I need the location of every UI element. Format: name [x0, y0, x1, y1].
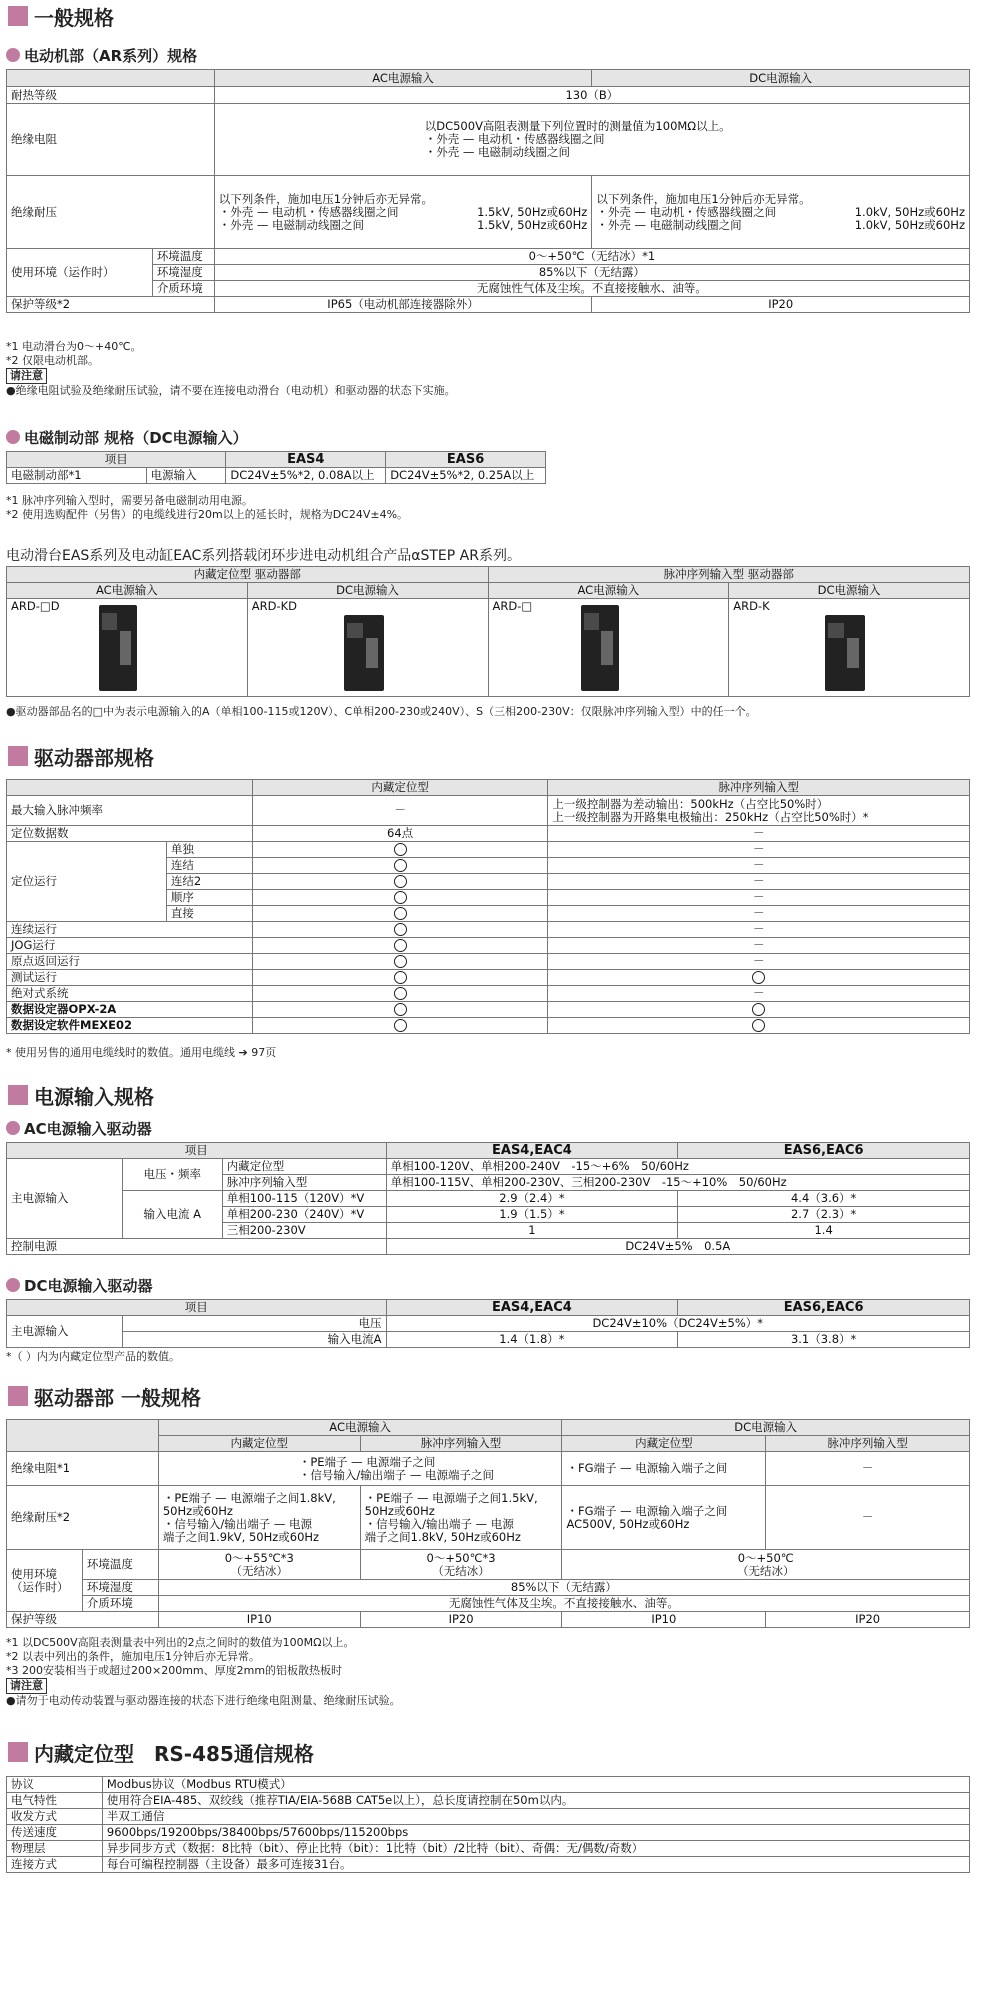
subsection-title-dc-driver: DC电源输入驱动器: [6, 1276, 152, 1294]
bullet-icon: [6, 1278, 20, 1292]
section-marker-icon: [8, 1742, 28, 1762]
subsection-title-brake: 电磁制动部 规格（DC电源输入）: [6, 428, 248, 446]
rs485-spec-table: 协议 Modbus协议（Modbus RTU模式） 电气特性 使用符合EIA-485、双绞线（推荐TIA/EIA-568B CAT5e以上），总长度请控制在50m以内。 收发方式 半双工通信 传送速度 9600bps/19200bps/38400bps/57600bps/115200bps 物理层 异步同步方式（数据：8比特（bit）、停止比特（bit）：1比特（bit）/2比特（bit）、奇偶：无/偶数/奇数） 连接方式 每台可编程控制器（主设备）最多可连接31台。: [6, 1776, 970, 1873]
motor-notes: *1 电动滑台为0～+40℃。 *2 仅限电动机部。 请注意 ●绝缘电阻试验及绝缘耐压试验，请不要在连接电动滑台（电动机）和驱动器的状态下实施。: [6, 340, 456, 397]
combo-caption: 电动滑台EAS系列及电动缸EAC系列搭载闭环步进电动机组合产品αSTEP AR系列。: [6, 548, 521, 564]
brake-spec-table: 项目 EAS4 EAS6 电磁制动部*1 电源输入 DC24V±5%*2, 0.08A以上 DC24V±5%*2, 0.25A以上: [6, 451, 546, 484]
circle-mark-icon: [394, 843, 407, 856]
driver-spec-table: 内藏定位型 脉冲序列输入型 最大输入脉冲频率 － 上一级控制器为差动输出：500kHz（占空比50%时） 上一级控制器为开路集电极输出：250kHz（占空比50%时）* 定位数据数 64点 － 定位运行 单独 － 连结 － 连结2 － 顺序 － 直接 － 连续运行 － JOG运行 － 原点返回运行 － 测试运行 绝对式系统 － 数据设定器OPX-2A 数据设定软件MEXE02: [6, 779, 970, 1034]
section-title-power: 电源输入规格: [8, 1083, 154, 1107]
driver-general-table: AC电源输入 DC电源输入 内藏定位型 脉冲序列输入型 内藏定位型 脉冲序列输入型 绝缘电阻*1 ・PE端子 — 电源端子之间 ・信号输入/输出端子 — 电源端子之间 ・FG端子 — 电源输入端子之间 － 绝缘耐压*2 ・PE端子 — 电源端子之间1.8kV, 50Hz或60Hz ・信号输入/输出端子 — 电源 端子之间1.9kV, 50Hz或60Hz ・PE端子 — 电源端子之间1.5kV, 50Hz或60Hz ・信号输入/输出端子 — 电源 端子之间1.8kV, 50Hz或60Hz ・FG端子 — 电源输入端子之间 AC500V, 50Hz或60Hz － 使用环境（运作时） 环境温度 0～+55℃*3 （无结冰） 0～+50℃*3 （无结冰） 0～+50℃ （无结冰） 环境湿度 85%以下（无结露） 介质环境 无腐蚀性气体及尘埃。不直接接触水、油等。 保护等级 IP10 IP20 IP10 IP20: [6, 1419, 970, 1628]
section-title-driver: 驱动器部规格: [8, 744, 154, 768]
circle-mark-icon: [394, 955, 407, 968]
section-marker-icon: [8, 1085, 28, 1105]
bullet-icon: [6, 1121, 20, 1135]
circle-mark-icon: [752, 1019, 765, 1032]
motor-spec-table: AC电源输入 DC电源输入 耐热等级 130（B） 绝缘电阻 以DC500V高阻表测量下列位置时的测量值为100MΩ以上。 ・外壳 — 电动机・传感器线圈之间 ・外壳 — 电磁制动线圈之间 绝缘耐压 以下列条件，施加电压1分钟后亦无异常。 ・外壳 — 电动机・传感器线圈之间 1.5kV, 50Hz或60Hz ・外壳 — 电磁制动线圈之间 1.5kV, 50Hz或60Hz 以下列条件，施加电压1分钟后亦无异常。 ・外壳 — 电动机・传感器线圈之间 1.0kV, 50Hz或60Hz ・外壳 — 电磁制动线圈之间 1.0kV, 50Hz或60Hz 使用环境（运作时） 环境温度 0～+50℃（无结冰）*1 环境湿度 85%以下（无结露） 介质环境 无腐蚀性气体及尘埃。不直接接触水、油等。 保护等级*2 IP65（电动机部连接器除外） IP20: [6, 69, 970, 313]
driver-image: [581, 605, 619, 691]
circle-mark-icon: [752, 971, 765, 984]
driver-general-notes: *1 以DC500V高阻表测量表中列出的2点之间时的数值为100MΩ以上。 *2 以表中列出的条件，施加电压1分钟后亦无异常。 *3 200安装相当于或超过200×200mm、厚度2mm的铝板散热板时 请注意 ●请勿于电动传动装置与驱动器连接的状态下进行绝缘电阻测量、绝缘耐压试验。: [6, 1636, 401, 1707]
section-title-driver-general: 驱动器部 一般规格: [8, 1384, 201, 1408]
brake-notes: *1 脉冲序列输入型时，需要另备电磁制动用电源。 *2 使用选购配件（另售）的电缆线进行20m以上的延长时，规格为DC24V±4%。: [6, 494, 409, 521]
bullet-icon: [6, 430, 20, 444]
section-marker-icon: [8, 746, 28, 766]
circle-mark-icon: [394, 1019, 407, 1032]
circle-mark-icon: [752, 1003, 765, 1016]
dc-power-table: 项目 EAS4,EAC4 EAS6,EAC6 主电源输入 电压 DC24V±10%（DC24V±5%）* 输入电流A 1.4（1.8）* 3.1（3.8）*: [6, 1299, 970, 1348]
circle-mark-icon: [394, 875, 407, 888]
dc-power-note: *（ ）内为内藏定位型产品的数值。: [6, 1350, 180, 1363]
circle-mark-icon: [394, 1003, 407, 1016]
driver-image: [825, 615, 865, 691]
bullet-icon: [6, 48, 20, 62]
section-marker-icon: [8, 6, 28, 26]
circle-mark-icon: [394, 939, 407, 952]
driver-image: [344, 615, 384, 691]
ac-power-table: 项目 EAS4,EAC4 EAS6,EAC6 主电源输入 电压・频率 内藏定位型 单相100-120V、单相200-240V -15～+6% 50/60Hz 脉冲序列输入型 单相100-115V、单相200-230V、三相200-230V -15～+10% 50/60Hz 输入电流 A 单相100-115（120V）*V 2.9（2.4）* 4.4（3.6）* 单相200-230（240V）*V 1.9（1.5）* 2.7（2.3）* 三相200-230V 1 1.4 控制电源 DC24V±5% 0.5A: [6, 1142, 970, 1255]
circle-mark-icon: [394, 891, 407, 904]
section-title-rs485: 内藏定位型 RS-485通信规格: [8, 1740, 314, 1764]
driver-note: * 使用另售的通用电缆线时的数值。通用电缆线 ➔ 97页: [6, 1046, 277, 1059]
circle-mark-icon: [394, 859, 407, 872]
combo-note: ●驱动器部品名的□中为表示电源输入的A（单相100-115或120V）、C单相200-230或240V）、S（三相200-230V：仅限脉冲序列输入型）中的任一个。: [6, 705, 757, 718]
subsection-title-motor: 电动机部（AR系列）规格: [6, 46, 197, 64]
circle-mark-icon: [394, 987, 407, 1000]
driver-image: [99, 605, 137, 691]
driver-product-table: 内藏定位型 驱动器部 脉冲序列输入型 驱动器部 AC电源输入 DC电源输入 AC电源输入 DC电源输入 ARD-□D ARD-KD ARD-□ ARD-K: [6, 566, 970, 697]
section-title-general: 一般规格: [8, 4, 114, 28]
circle-mark-icon: [394, 923, 407, 936]
section-marker-icon: [8, 1386, 28, 1406]
circle-mark-icon: [394, 907, 407, 920]
subsection-title-ac-driver: AC电源输入驱动器: [6, 1119, 152, 1137]
circle-mark-icon: [394, 971, 407, 984]
